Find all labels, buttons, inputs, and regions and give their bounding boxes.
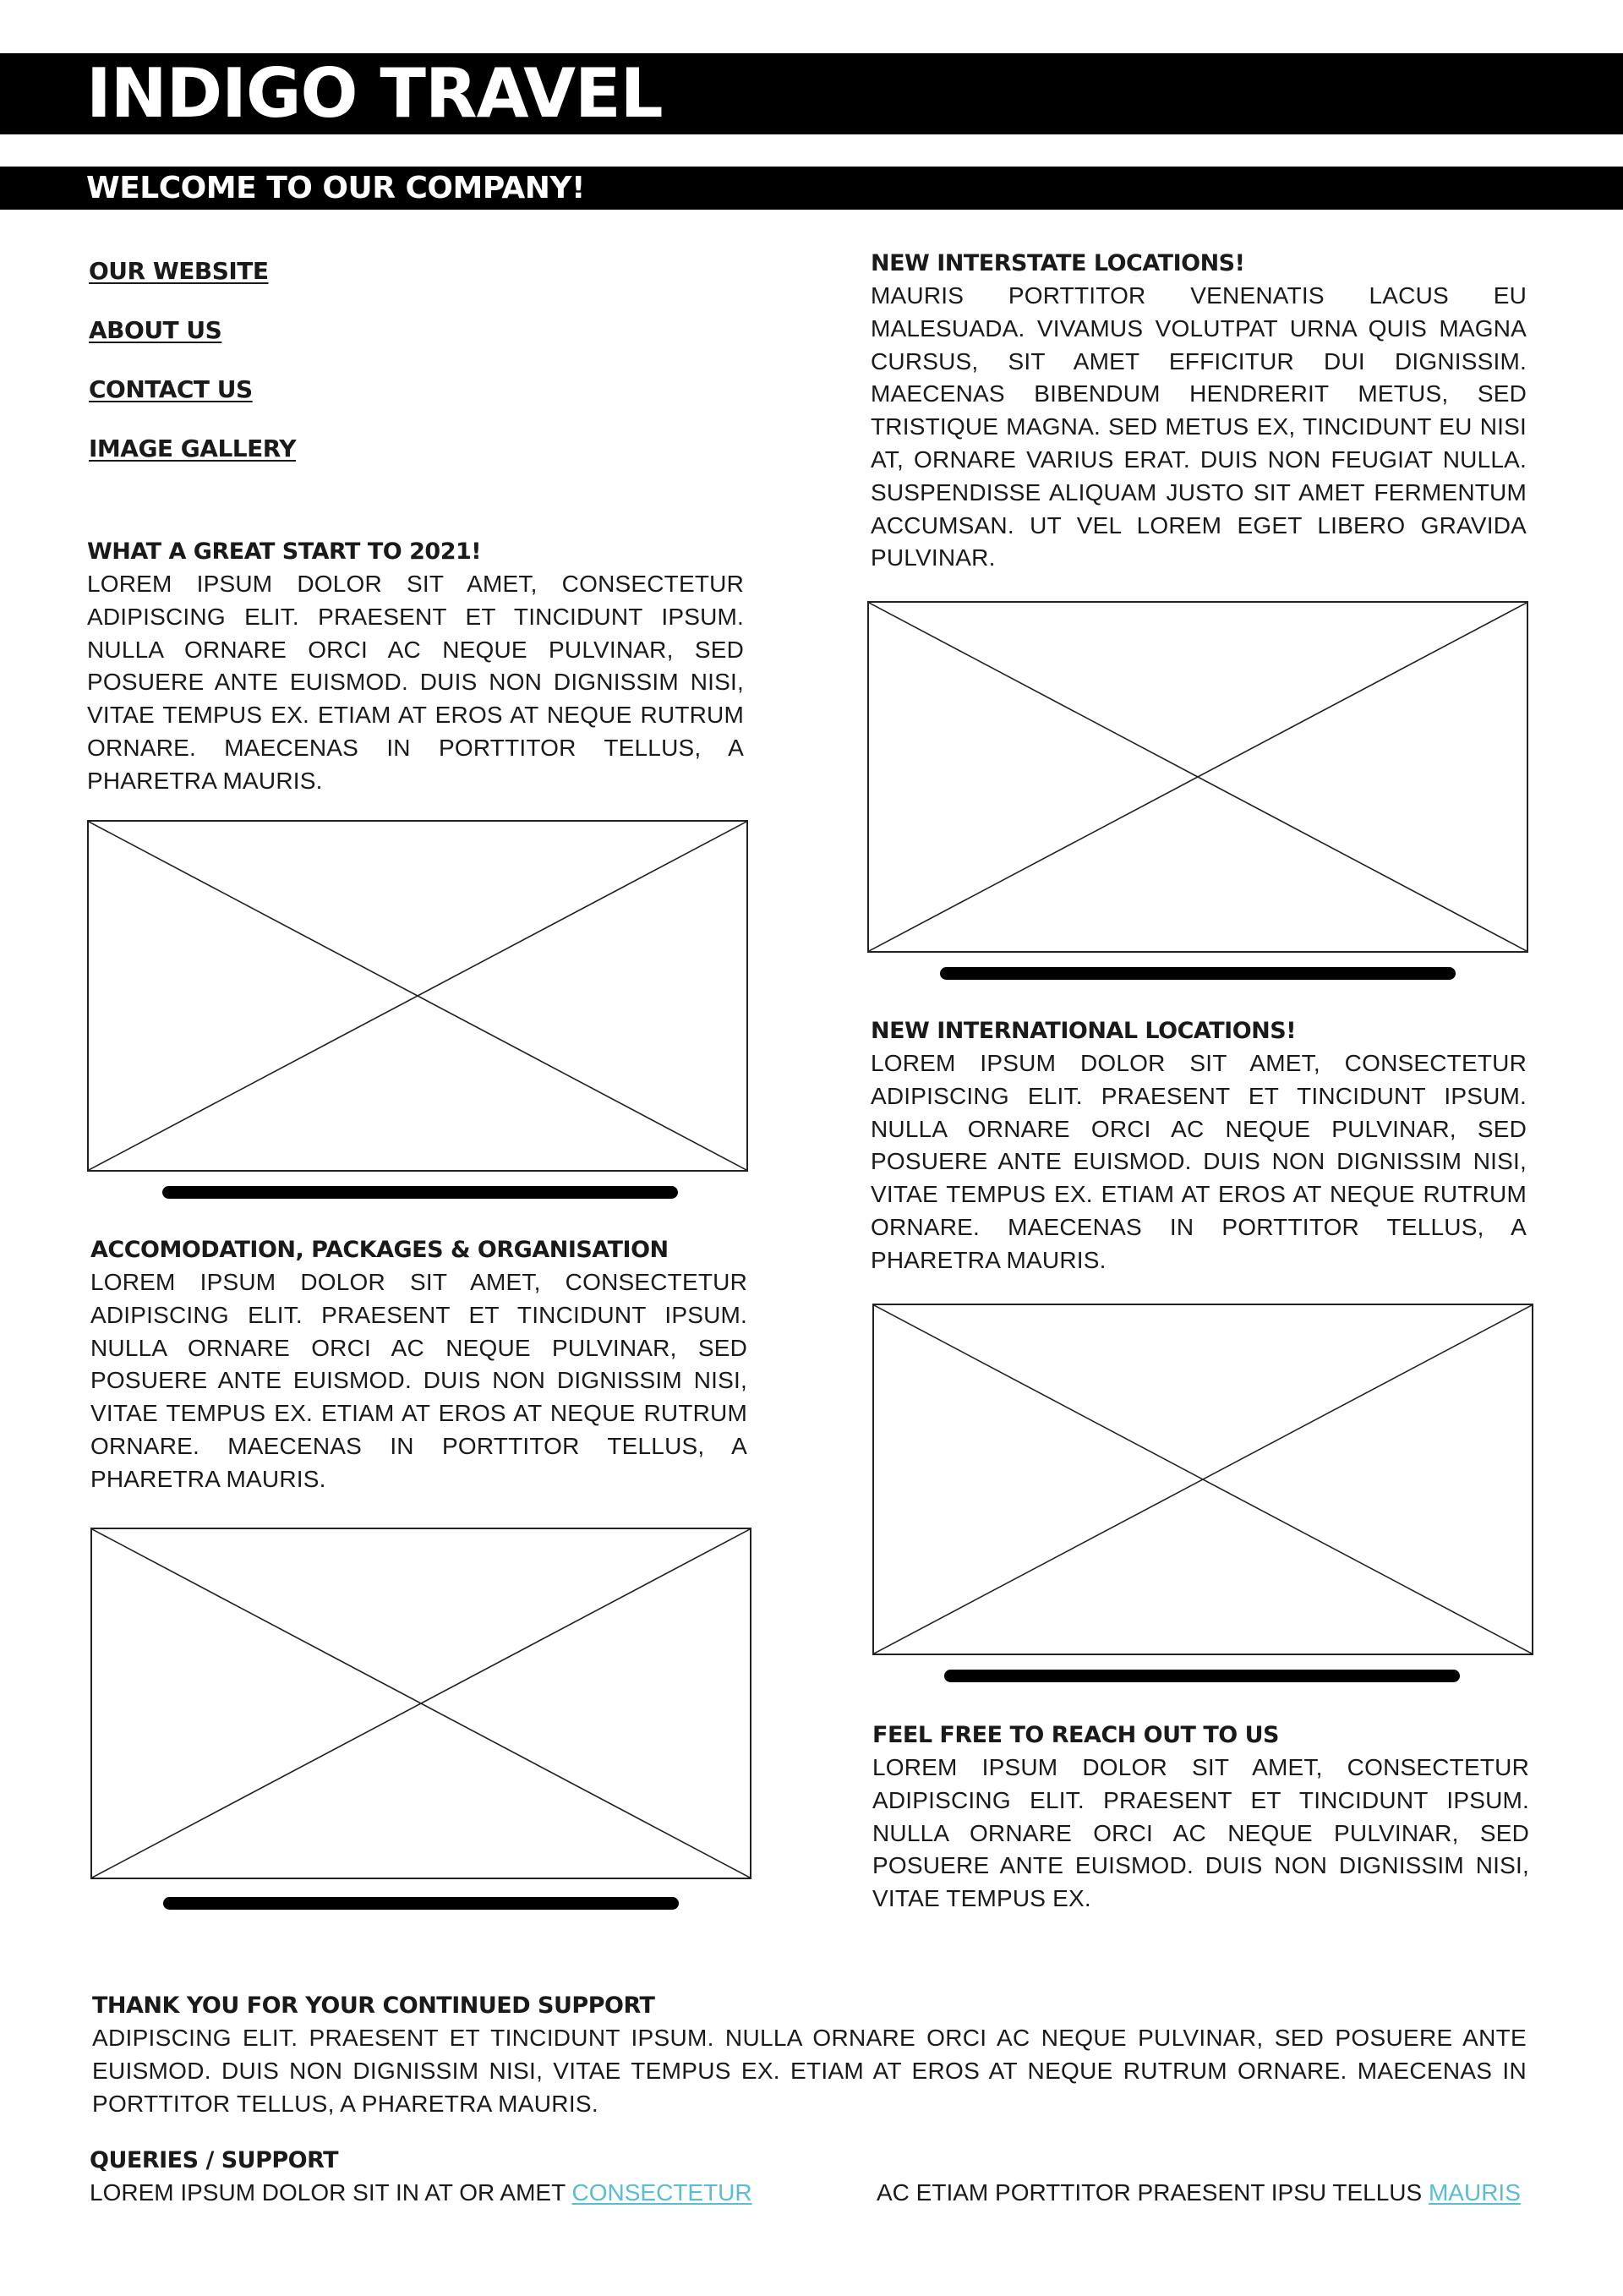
section-interstate-title: NEW INTERSTATE LOCATIONS!	[871, 250, 1245, 276]
queries-left-line	[90, 2177, 752, 2209]
queries-right-line	[877, 2177, 1521, 2209]
section-interstate	[871, 247, 1527, 575]
section-great-start	[87, 535, 744, 798]
nav-item-image-gallery	[89, 435, 296, 494]
carousel-scrollbar-accommodation[interactable]	[163, 1897, 679, 1910]
image-placeholder-icon	[92, 1529, 750, 1878]
nav-link-our-website[interactable]: OUR WEBSITE	[89, 257, 269, 285]
carousel-scrollbar-great-start[interactable]	[162, 1186, 678, 1199]
section-accommodation-body: LOREM IPSUM DOLOR SIT AMET, CONSECTETUR ADIPISCING ELIT. PRAESENT ET TINCIDUNT IPSUM. NULLA ORNARE ORCI AC NEQUE PULVINAR, SED POSUERE ANTE EUISMOD. DUIS NON DIGNISSIM NISI, VITAE TEMPUS EX. ETIAM AT EROS AT NEQUE RUTRUM ORNARE. MAECENAS IN PORTTITOR TELLUS, A PHARETRA MAURIS.	[90, 1269, 747, 1492]
section-reach-out-title: FEEL FREE TO REACH OUT TO US	[872, 1722, 1280, 1748]
carousel-scrollbar-international[interactable]	[944, 1670, 1460, 1682]
section-thanks	[92, 1989, 1527, 2120]
image-placeholder-icon	[89, 822, 746, 1170]
queries-left-text: LOREM IPSUM DOLOR SIT IN AT OR AMET	[90, 2179, 572, 2206]
welcome-bar	[0, 167, 1623, 210]
section-interstate-body: MAURIS PORTTITOR VENENATIS LACUS EU MALESUADA. VIVAMUS VOLUTPAT URNA QUIS MAGNA CURSUS, SIT AMET EFFICITUR DUI DIGNISSIM. MAECENAS BIBENDUM HENDRERIT METUS, SED TRISTIQUE MAGNA. SED METUS EX, TINCIDUNT EU NISI AT, ORNARE VARIUS ERAT. DUIS NON FEUGIAT NULLA. SUSPENDISSE ALIQUAM JUSTO SIT AMET FERMENTUM ACCUMSAN. UT VEL LOREM EGET LIBERO GRAVIDA PULVINAR.	[871, 282, 1527, 571]
section-international-body: LOREM IPSUM DOLOR SIT AMET, CONSECTETUR ADIPISCING ELIT. PRAESENT ET TINCIDUNT IPSUM. NULLA ORNARE ORCI AC NEQUE PULVINAR, SED POSUERE ANTE EUISMOD. DUIS NON DIGNISSIM NISI, VITAE TEMPUS EX. ETIAM AT EROS AT NEQUE RUTRUM ORNARE. MAECENAS IN PORTTITOR TELLUS, A PHARETRA MAURIS.	[871, 1050, 1527, 1273]
site-title: INDIGO TRAVEL	[86, 54, 663, 133]
image-placeholder-icon	[874, 1305, 1532, 1654]
image-placeholder-accommodation	[90, 1528, 751, 1879]
image-placeholder-interstate	[867, 601, 1528, 953]
section-great-start-body: LOREM IPSUM DOLOR SIT AMET, CONSECTETUR ADIPISCING ELIT. PRAESENT ET TINCIDUNT IPSUM. NULLA ORNARE ORCI AC NEQUE PULVINAR, SED POSUERE ANTE EUISMOD. DUIS NON DIGNISSIM NISI, VITAE TEMPUS EX. ETIAM AT EROS AT NEQUE RUTRUM ORNARE. MAECENAS IN PORTTITOR TELLUS, A PHARETRA MAURIS.	[87, 571, 744, 794]
section-reach-out	[872, 1719, 1529, 1916]
nav-item-contact-us	[89, 375, 296, 435]
queries-left-link[interactable]: CONSECTETUR	[571, 2179, 752, 2206]
section-thanks-title: THANK YOU FOR YOUR CONTINUED SUPPORT	[92, 1993, 655, 2019]
section-international	[871, 1014, 1527, 1277]
image-placeholder-great-start	[87, 820, 748, 1172]
queries-right-text: AC ETIAM PORTTITOR PRAESENT IPSU TELLUS	[877, 2179, 1429, 2206]
section-thanks-body: ADIPISCING ELIT. PRAESENT ET TINCIDUNT IPSUM. NULLA ORNARE ORCI AC NEQUE PULVINAR, SED POSUERE ANTE EUISMOD. DUIS NON DIGNISSIM NISI, VITAE TEMPUS EX. ETIAM AT EROS AT NEQUE RUTRUM ORNARE. MAECENAS IN PORTTITOR TELLUS, A PHARETRA MAURIS.	[92, 2025, 1527, 2117]
carousel-scrollbar-interstate[interactable]	[940, 967, 1456, 980]
site-title-bar	[0, 53, 1623, 134]
nav-link-image-gallery[interactable]: IMAGE GALLERY	[89, 435, 297, 462]
nav-link-about-us[interactable]: ABOUT US	[89, 316, 222, 344]
nav-link-contact-us[interactable]: CONTACT US	[89, 375, 253, 403]
queries-right-link[interactable]: MAURIS	[1428, 2179, 1521, 2206]
section-international-title: NEW INTERNATIONAL LOCATIONS!	[871, 1018, 1297, 1044]
nav-item-about-us	[89, 316, 296, 375]
image-placeholder-icon	[869, 603, 1527, 951]
section-queries	[90, 2145, 1527, 2206]
section-accommodation-title: ACCOMODATION, PACKAGES & ORGANISATION	[90, 1237, 669, 1263]
section-great-start-title: WHAT A GREAT START TO 2021!	[87, 538, 482, 565]
section-accommodation	[90, 1233, 747, 1496]
queries-title: QUERIES / SUPPORT	[90, 2147, 339, 2173]
main-nav	[89, 257, 296, 494]
section-reach-out-body: LOREM IPSUM DOLOR SIT AMET, CONSECTETUR ADIPISCING ELIT. PRAESENT ET TINCIDUNT IPSUM. NULLA ORNARE ORCI AC NEQUE PULVINAR, SED POSUERE ANTE EUISMOD. DUIS NON DIGNISSIM NISI, VITAE TEMPUS EX.	[872, 1754, 1529, 1912]
nav-item-our-website	[89, 257, 296, 316]
image-placeholder-international	[872, 1304, 1533, 1655]
welcome-heading: WELCOME TO OUR COMPANY!	[86, 171, 585, 205]
